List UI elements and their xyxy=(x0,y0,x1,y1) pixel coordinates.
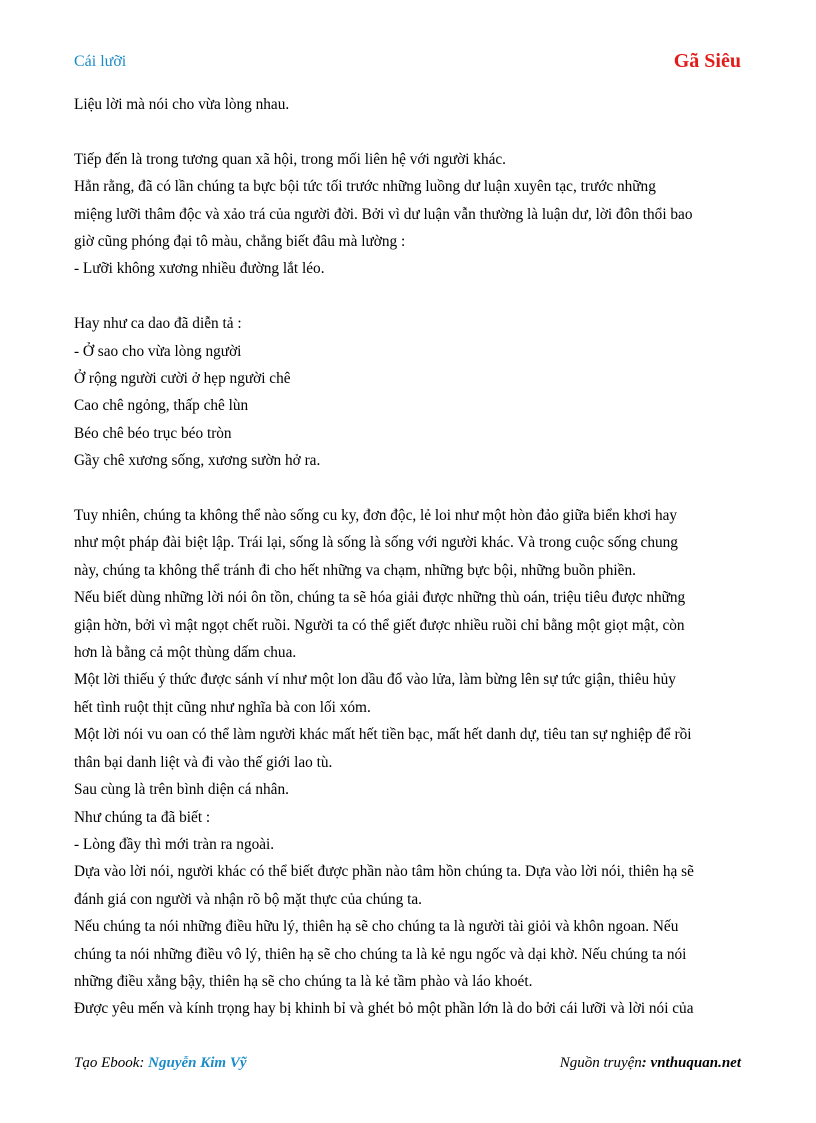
document-title: Cái lưỡi xyxy=(74,53,127,70)
text-line: hơn là bằng cả một thùng dấm chua. xyxy=(74,644,297,662)
text-line: Tiếp đến là trong tương quan xã hội, trong mối liên hệ với người khác. xyxy=(74,150,506,168)
document-body xyxy=(74,91,741,1023)
page-header xyxy=(74,50,741,78)
ebook-label: Tạo Ebook xyxy=(74,1055,140,1071)
text-line: Hay như ca dao đã diễn tả : xyxy=(74,315,242,333)
text-line: đánh giá con người và nhận rõ bộ mặt thực của chúng ta. xyxy=(74,890,422,908)
text-line: Gầy chê xương sống, xương sườn hở ra. xyxy=(74,452,321,470)
text-line: - Lòng đầy thì mới tràn ra ngoài. xyxy=(74,835,275,853)
text-line: như một pháp đài biệt lập. Trái lại, sống là sống là sống với người khác. Và trong cuộc sống chung xyxy=(74,534,678,552)
paragraph-gap xyxy=(74,283,741,310)
text-line: chúng ta nói những điều vô lý, thiên hạ sẽ cho chúng ta là kẻ ngu ngốc và dại khờ. Nếu chúng ta nói xyxy=(74,945,687,963)
text-line: Được yêu mến và kính trọng hay bị khinh bỉ và ghét bỏ một phần lớn là do bởi cái lưỡi và lời nói của xyxy=(74,1000,694,1018)
text-line: giờ cũng phóng đại tô màu, chẳng biết đâu mà lường : xyxy=(74,233,406,251)
text-line: Tuy nhiên, chúng ta không thể nào sống cu ky, đơn độc, lẻ loi như một hòn đảo giữa biển khơi hay xyxy=(74,507,678,525)
paragraph-gap xyxy=(74,475,741,502)
text-line: giận hờn, bởi vì mật ngọt chết ruồi. Người ta có thể giết được nhiều ruồi chỉ bằng một giọt mật, còn xyxy=(74,616,685,634)
text-line: Một lời nói vu oan có thể làm người khác mất hết tiền bạc, mất hết danh dự, tiêu tan sự nghiệp để rồi xyxy=(74,726,692,744)
paragraph-gap xyxy=(74,118,741,145)
text-line: hết tình ruột thịt cũng như nghĩa bà con lối xóm. xyxy=(74,698,371,716)
text-line: thân bại danh liệt và đi vào thế giới lao tù. xyxy=(74,753,333,771)
text-line: Một lời thiếu ý thức được sánh ví như một lon dầu đổ vào lửa, làm bừng lên sự tức giận, thiêu hủy xyxy=(74,671,676,689)
text-line: Dựa vào lời nói, người khác có thể biết được phần nào tâm hồn chúng ta. Dựa vào lời nói, thiên hạ sẽ xyxy=(74,863,694,881)
ebook-creator-name: Nguyễn Kim Vỹ xyxy=(148,1055,247,1071)
text-line: Liệu lời mà nói cho vừa lòng nhau. xyxy=(74,96,290,113)
text-line: Hẳn rằng, đã có lần chúng ta bực bội tức tối trước những luồng dư luận xuyên tạc, trước những xyxy=(74,178,656,196)
ebook-credit: Tạo Ebook: Nguyễn Kim Vỹ xyxy=(74,1055,247,1071)
source-label: Nguồn truyện xyxy=(559,1055,642,1071)
text-line: Cao chê ngỏng, thấp chê lùn xyxy=(74,397,249,415)
text-line: Nếu biết dùng những lời nói ôn tồn, chúng ta sẽ hóa giải được những thù oán, triệu tiêu được những xyxy=(74,589,686,607)
text-line: Nếu chúng ta nói những điều hữu lý, thiên hạ sẽ cho chúng ta là người tài giỏi và khôn ngoan. Nếu xyxy=(74,918,679,936)
author-name: Gã Siêu xyxy=(673,50,741,72)
text-line: - Lưỡi không xương nhiều đường lắt léo. xyxy=(74,260,325,278)
text-line: này, chúng ta không thể tránh đi cho hết những va chạm, những bực bội, những buồn phiền. xyxy=(74,561,636,579)
text-line: Như chúng ta đã biết : xyxy=(74,808,211,826)
text-line: Ở rộng người cười ở hẹp người chê xyxy=(74,370,291,388)
source-site: vnthuquan.net xyxy=(650,1055,741,1071)
page-footer xyxy=(74,1055,741,1077)
source-credit: Nguồn truyện: vnthuquan.net xyxy=(559,1055,741,1071)
text-line: Sau cùng là trên bình diện cá nhân. xyxy=(74,781,289,799)
text-line: - Ở sao cho vừa lòng người xyxy=(74,342,242,360)
text-line: Béo chê béo trục béo tròn xyxy=(74,424,232,442)
text-line: những điều xằng bậy, thiên hạ sẽ cho chúng ta là kẻ tầm phào và láo khoét. xyxy=(74,972,533,990)
text-line: miệng lưỡi thâm độc và xảo trá của người đời. Bởi vì dư luận vẫn thường là luận dư, lời đôn thổi bao xyxy=(74,205,693,223)
